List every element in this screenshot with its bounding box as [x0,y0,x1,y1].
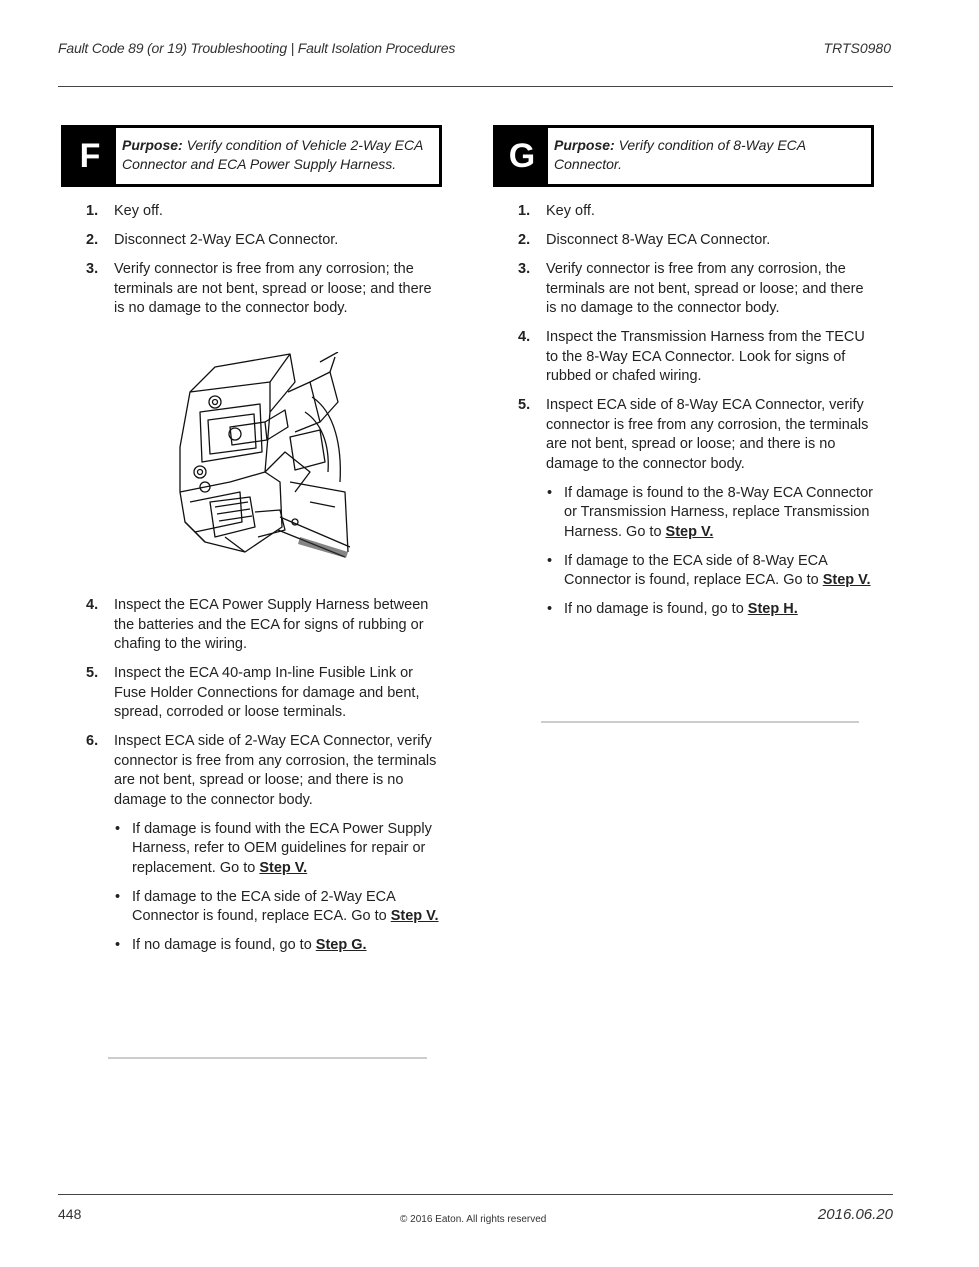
step-f-item-1 [86,202,442,222]
step-g-bullet-1 [547,484,874,543]
bullet-text: If no damage is found, go to [132,937,312,953]
step-g-purpose [548,128,871,184]
item-text: Inspect ECA side of 8-Way ECA Connector, verify connector is free from any corrosion, the terminals are not bent, spread or loose; and there is no damage to the connector body. [546,397,869,472]
step-v-link[interactable]: Step V. [665,523,714,540]
step-g-purpose-box [493,125,874,187]
item-number: 2. [518,232,531,248]
item-text: Inspect the ECA Power Supply Harness between the batteries and the ECA for signs of rubbing or chafing to the wiring. [114,597,429,652]
step-g-item-5 [518,396,874,474]
bullet-dot: • [547,484,553,501]
step-g-purpose-label: Purpose: [554,137,615,153]
bullet-dot: • [547,552,553,569]
step-g-item-4 [518,328,874,387]
step-g-end-rule [541,721,859,723]
step-h-link[interactable]: Step H. [747,601,798,617]
step-g-purpose-text: Verify condition of 8-Way ECA Connector. [554,137,806,172]
bullet-text: If damage to the ECA side of 8-Way ECA Connector is found, replace ECA. Go to [564,552,828,588]
item-number: 3. [86,261,99,277]
page-number: 448 [58,1206,82,1222]
item-text: Inspect the ECA 40-amp In-line Fusible Link or Fuse Holder Connections for damage and bent, spread, corroded or loose terminals. [114,665,420,720]
step-g-letter: G [496,128,548,184]
item-text: Verify connector is free from any corrosion; the terminals are not bent, spread or loose; and there is no damage to the connector body. [114,261,432,316]
bullet-text: If damage is found to the 8-Way ECA Connector or Transmission Harness, replace Transmission Harness. Go to [564,484,873,540]
document-id: TRTS0980 [823,40,891,56]
item-text: Disconnect 8-Way ECA Connector. [546,232,771,248]
step-g-list [518,202,874,629]
step-f-item-2 [86,231,442,251]
footer-rule [58,1194,893,1195]
item-number: 2. [86,232,99,248]
header-rule [58,86,893,87]
copyright: © 2016 Eaton. All rights reserved [400,1214,547,1225]
item-number: 1. [518,203,531,219]
step-v-link[interactable]: Step V. [822,572,871,588]
step-f-list-bottom [86,596,442,965]
item-text: Inspect the Transmission Harness from the TECU to the 8-Way ECA Connector. Look for signs of rubbed or chafed wiring. [546,329,865,384]
step-f-letter: F [64,128,116,184]
item-number: 1. [86,203,99,219]
step-g-item-1 [518,202,874,222]
step-f-bullet-2 [115,888,442,927]
bullet-dot: • [115,937,121,953]
step-f-list-top [86,202,442,328]
item-number: 5. [86,665,99,681]
item-text: Key off. [114,203,163,219]
item-number: 5. [518,397,531,413]
item-text: Verify connector is free from any corrosion, the terminals are not bent, spread or loose; and there is no damage to the connector body. [546,261,864,316]
step-g-bullet-2 [547,552,874,591]
item-text: Disconnect 2-Way ECA Connector. [114,232,339,248]
bullet-dot: • [115,888,121,905]
step-f-purpose [116,128,439,184]
step-g-bullet-3 [547,600,874,620]
step-g-item-2 [518,231,874,251]
item-number: 4. [86,597,99,613]
step-g-item-3 [518,260,874,319]
step-f-purpose-label: Purpose: [122,137,183,153]
step-g-link[interactable]: Step G. [315,937,367,953]
bullet-dot: • [547,601,553,617]
step-f-item-6 [86,732,442,810]
bullet-dot: • [115,820,121,837]
item-number: 6. [86,733,99,749]
step-f-item-4 [86,596,442,655]
step-f-bullet-3 [115,936,442,956]
step-f-bullet-1 [115,820,442,879]
item-number: 4. [518,329,531,345]
bullet-text: If no damage is found, go to [564,601,744,617]
step-f-item-5 [86,664,442,723]
eca-connector-illustration [170,352,350,562]
item-text: Inspect ECA side of 2-Way ECA Connector, verify connector is free from any corrosion, the terminals are not bent, spread or loose; and there is no damage to the connector body. [114,733,437,808]
bullet-text: If damage to the ECA side of 2-Way ECA Connector is found, replace ECA. Go to [132,888,396,924]
item-number: 3. [518,261,531,277]
step-f-item-3 [86,260,442,319]
item-text: Key off. [546,203,595,219]
header-title: Fault Code 89 (or 19) Troubleshooting | Fault Isolation Procedures [58,40,456,56]
revision-date: 2016.06.20 [817,1206,893,1223]
step-f-end-rule [108,1057,427,1059]
step-v-link[interactable]: Step V. [259,859,308,876]
step-v-link[interactable]: Step V. [390,908,439,924]
step-f-purpose-text: Verify condition of Vehicle 2-Way ECA Connector and ECA Power Supply Harness. [122,137,423,172]
bullet-text: If damage is found with the ECA Power Supply Harness, refer to OEM guidelines for repair or replacement. Go to [132,820,432,876]
step-f-purpose-box [61,125,442,187]
